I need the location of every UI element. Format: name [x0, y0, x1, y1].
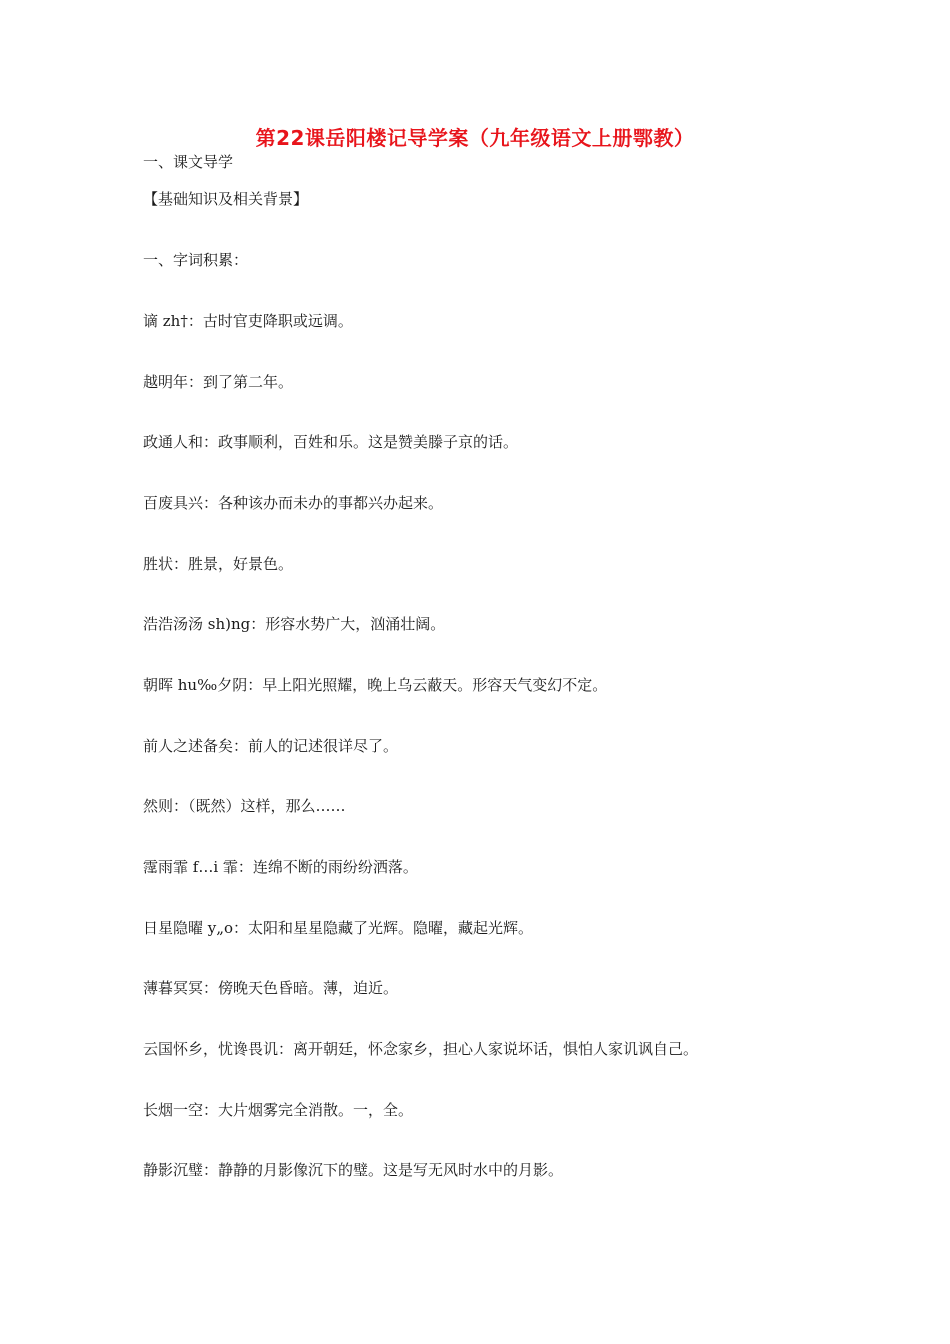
vocab-line: 谪 zh†：古时官吏降职或远调。 — [143, 312, 353, 330]
vocab-line: 百废具兴：各种该办而未办的事都兴办起来。 — [143, 494, 444, 512]
vocab-line: 日星隐曜 y„o：太阳和星星隐藏了光辉。隐曜，藏起光辉。 — [143, 919, 534, 937]
vocab-line: 浩浩汤汤 sh)ng：形容水势广大，汹涌壮阔。 — [143, 615, 446, 633]
vocab-line: 云国怀乡，忧谗畏讥：离开朝廷，怀念家乡，担心人家说坏话，惧怕人家讥讽自己。 — [143, 1040, 699, 1058]
vocabulary-heading: 一、字词积累： — [143, 251, 249, 269]
section-heading: 一、课文导学 — [143, 153, 234, 171]
subsection-heading: 【基础知识及相关背景】 — [143, 190, 309, 208]
vocab-line: 长烟一空：大片烟雾完全消散。一，全。 — [143, 1101, 414, 1119]
vocab-line: 静影沉璧：静静的月影像沉下的璧。这是写无风时水中的月影。 — [143, 1161, 564, 1179]
vocab-line: 越明年：到了第二年。 — [143, 373, 294, 391]
vocab-line: 胜状：胜景，好景色。 — [143, 555, 294, 573]
vocab-line: 然则：（既然）这样，那么…… — [143, 797, 346, 815]
document-title: 第22课岳阳楼记导学案（九年级语文上册鄂教） — [255, 126, 695, 150]
vocab-line: 薄暮冥冥：傍晚天色昏暗。薄，迫近。 — [143, 979, 399, 997]
vocab-line: 朝晖 hu‰夕阴：早上阳光照耀，晚上乌云蔽天。形容天气变幻不定。 — [143, 676, 608, 694]
vocab-line: 霪雨霏 f…i 霏：连绵不断的雨纷纷洒落。 — [143, 858, 418, 876]
vocab-line: 前人之述备矣：前人的记述很详尽了。 — [143, 737, 399, 755]
vocab-line: 政通人和：政事顺利，百姓和乐。这是赞美滕子京的话。 — [143, 433, 519, 451]
